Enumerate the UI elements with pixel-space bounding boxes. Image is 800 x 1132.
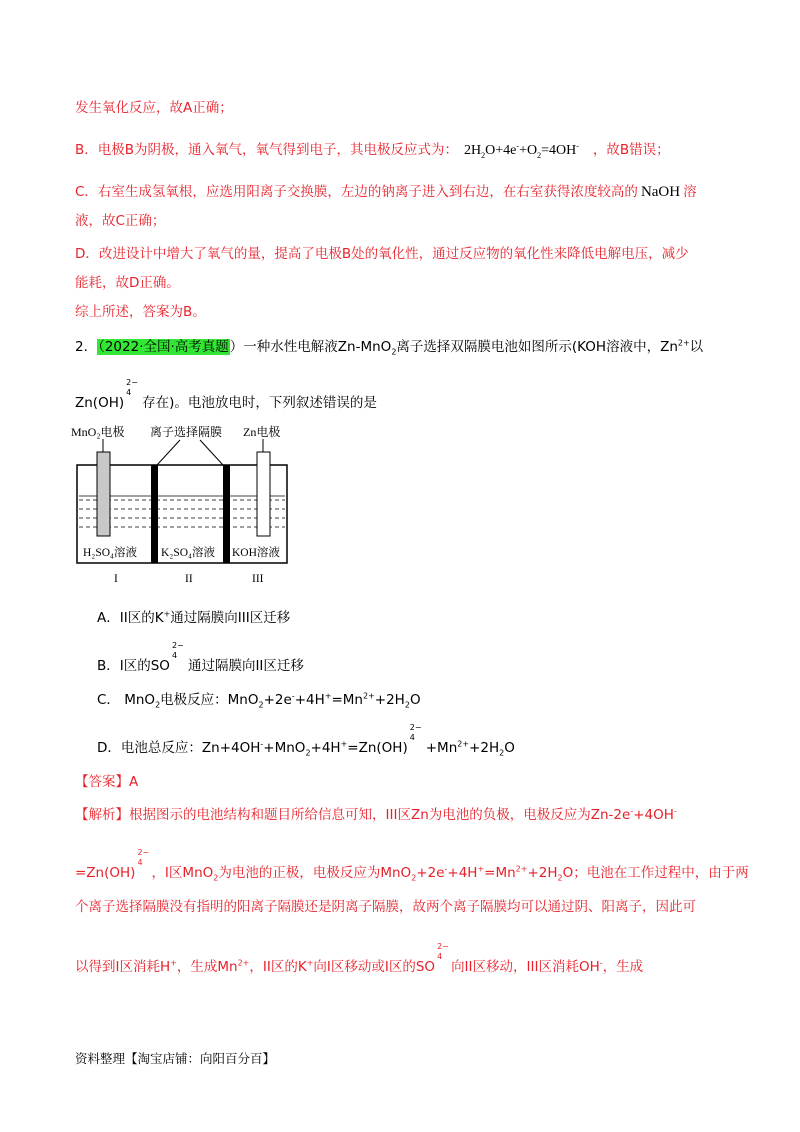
text-line-2-a: B．电极B为阴极，通入氧气，氧气得到电子，其电极反应式为： <box>75 142 459 158</box>
question-text-e: 存在)。电池放电时，下列叙述错误的是 <box>142 395 377 411</box>
label-mno2-electrode: MnO₂电极 <box>71 425 125 439</box>
text-line-7: 综上所述，答案为B。 <box>75 304 206 320</box>
label-ion-membrane: 离子选择隔膜 <box>150 425 223 439</box>
zone-label-3: III <box>252 573 264 585</box>
sulfate-charge-2: 2− 4 <box>437 942 449 961</box>
zn-electrode <box>257 452 270 536</box>
question-text-c: 以 <box>689 339 704 355</box>
question-number: 2． <box>75 339 98 355</box>
text-line-3-a: C．右室生成氢氧根，应选用阳离子交换膜，左边的钠离子进入到右边，在右室获得浓度较高的 <box>75 184 638 200</box>
option-d[interactable]: D．电池总反应：Zn+4OH-+MnO$_2$+4H+=Zn(OH) 2− 4 $+Mn^{2+}+2H_2O$ <box>97 723 515 758</box>
mno2-electrode <box>97 452 110 536</box>
question-2-line-1: 2．（2022·全国·高考真题）一种水性电解液Zn-MnO$_2$离子选择双隔膜电池如图所示(KOH溶液中，$Zn^{2+}$以 <box>75 338 704 357</box>
zincate-charge: 2− 4 <box>409 723 422 742</box>
analysis-line-3: 个离子选择隔膜没有指明的阳离子隔膜还是阴离子隔膜，故两个离子隔膜均可以通过阴、阳离子，因此可 <box>75 899 696 915</box>
battery-diagram <box>65 420 305 590</box>
text-line-3-b: 溶 <box>683 184 697 200</box>
charge-stack: 2− 4 <box>126 378 138 397</box>
analysis-line-1: 【解析】根据图示的电池结构和题目所给信息可知，III区Zn为电池的负极，电极反应为Zn-2e-+4OH- <box>75 806 677 823</box>
text-line-4: 液，故C正确； <box>75 213 166 229</box>
sulfate-charge: 2− 4 <box>171 641 184 660</box>
question-text-a: ）一种水性电解液Zn-MnO <box>229 339 392 355</box>
formula-naoh: NaOH <box>640 184 681 200</box>
analysis-line-2: =Zn(OH) 2− 4 ，I区MnO$_2$为电池的正极，电极反应为$MnO_2+2e^-+4H^+=Mn^{2+}+2H_2O$；电池在工作过程中，由于两 <box>75 848 749 883</box>
source-tag[interactable]: （2022·全国·高考真题 <box>98 339 229 355</box>
formula-b-electrode: $2H_2O+4e^-+O_2=4OH^-$ <box>464 141 579 160</box>
zincate-charge-2: 2− 4 <box>137 848 150 867</box>
solution-koh: KOH溶液 <box>232 547 280 559</box>
footer-source: 资料整理【淘宝店铺：向阳百分百】 <box>75 1051 276 1066</box>
answer-label: 【答案】A <box>75 774 139 790</box>
membrane-right <box>223 465 230 563</box>
question-2-line-2 <box>75 378 377 413</box>
membrane-left <box>151 465 158 563</box>
text-line-3 <box>75 182 697 202</box>
solution-h2so4: H₂SO₄溶液 <box>83 547 138 559</box>
text-line-5: D．改进设计中增大了氧气的量，提高了电极B处的氧化性，通过反应物的氧化性来降低电解电压，减少 <box>75 246 689 262</box>
analysis-line-4: 以得到I区消耗H+，生成$Mn^{2+}$，II区的K+向I区移动或I区的SO 2− 4 向II区移动，III区消耗OH-，生成 <box>75 942 644 975</box>
option-a[interactable]: A．II区的K+通过隔膜向III区迁移 <box>97 609 291 626</box>
text-line-2-b: ，故B错误； <box>592 142 670 158</box>
label-zn-electrode: Zn电极 <box>243 425 281 439</box>
text-line-6: 能耗，故D正确。 <box>75 275 180 291</box>
option-c[interactable]: C． MnO$_2$电极反应：$MnO_2+2e^-+4H^+=Mn^{2+}+2H_2O$ <box>97 691 421 710</box>
question-text-d: Zn(OH) <box>75 395 125 411</box>
text-line-2 <box>75 140 670 161</box>
question-text-b: 离子选择双隔膜电池如图所示(KOH溶液中，Zn <box>396 339 678 355</box>
solution-k2so4: K₂SO₄溶液 <box>161 547 216 559</box>
option-b[interactable]: B．I区的SO 2− 4 通过隔膜向II区迁移 <box>97 641 304 674</box>
text-line-1: 发生氧化反应，故A正确； <box>75 100 233 116</box>
zone-label-1: I <box>114 573 118 585</box>
zone-label-2: II <box>185 573 193 585</box>
